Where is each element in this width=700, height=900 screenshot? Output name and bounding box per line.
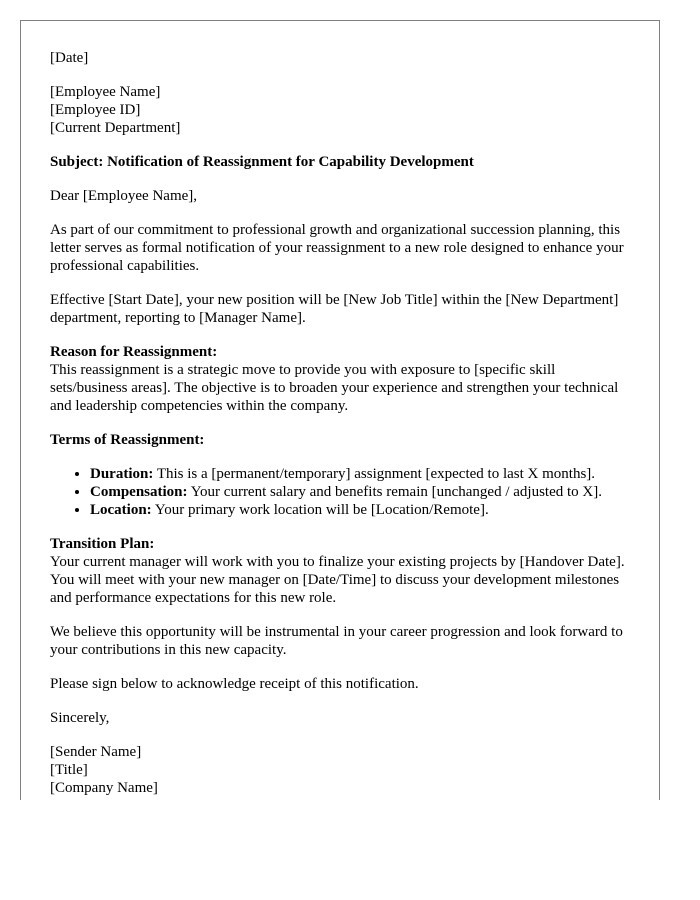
transition-section	[50, 535, 635, 607]
sender-title: [Title]	[50, 762, 88, 778]
reason-section	[50, 343, 635, 415]
reason-heading: Reason for Reassignment:	[50, 344, 218, 360]
subject-text: Subject: Notification of Reassignment for Capability Development	[50, 154, 474, 170]
term-text: This is a [permanent/temporary] assignment [expected to last X months].	[153, 466, 596, 482]
letter-body	[50, 49, 635, 800]
terms-heading	[50, 431, 635, 449]
sign-off: Sincerely,	[50, 710, 110, 726]
intro-paragraph: As part of our commitment to professional growth and organizational succession planning, this letter serves as formal notification of your reassignment to a new role designed to enhance your professional capabilities.	[50, 222, 624, 274]
term-label: Duration:	[90, 466, 154, 482]
transition-text: Your current manager will work with you to finalize your existing projects by [Handover Date]. You will meet with your new manager on [Date/Time] to discuss your development milestones and performance expectations for this new role.	[50, 554, 625, 606]
term-text: Your primary work location will be [Location/Remote].	[151, 502, 489, 518]
transition-heading: Transition Plan:	[50, 536, 155, 552]
current-department: [Current Department]	[50, 120, 181, 136]
term-item-compensation	[90, 483, 635, 501]
term-text: Your current salary and benefits remain [unchanged / adjusted to X].	[187, 484, 602, 500]
recipient-block	[50, 83, 635, 137]
employee-id: [Employee ID]	[50, 102, 141, 118]
company-name: [Company Name]	[50, 780, 158, 796]
letter-date: [Date]	[50, 50, 89, 66]
subject-line	[50, 153, 635, 171]
employee-name: [Employee Name]	[50, 84, 161, 100]
terms-heading-text: Terms of Reassignment:	[50, 432, 205, 448]
term-item-location	[90, 501, 635, 519]
term-item-duration	[90, 465, 635, 483]
terms-list	[50, 465, 635, 519]
acknowledge-paragraph: Please sign below to acknowledge receipt of this notification.	[50, 676, 419, 692]
salutation: Dear [Employee Name],	[50, 188, 198, 204]
signature-block	[50, 743, 635, 797]
effective-paragraph: Effective [Start Date], your new position will be [New Job Title] within the [New Department] department, reporting to [Manager Name].	[50, 292, 619, 326]
term-label: Location:	[90, 502, 152, 518]
closing-paragraph: We believe this opportunity will be instrumental in your career progression and look forward to your contributions in this new capacity.	[50, 624, 623, 658]
reason-text: This reassignment is a strategic move to provide you with exposure to [specific skill sets/business areas]. The objective is to broaden your experience and strengthen your technical and leadership competencies within the company.	[50, 362, 619, 414]
letter-page	[20, 20, 660, 800]
sender-name: [Sender Name]	[50, 744, 142, 760]
term-label: Compensation:	[90, 484, 188, 500]
